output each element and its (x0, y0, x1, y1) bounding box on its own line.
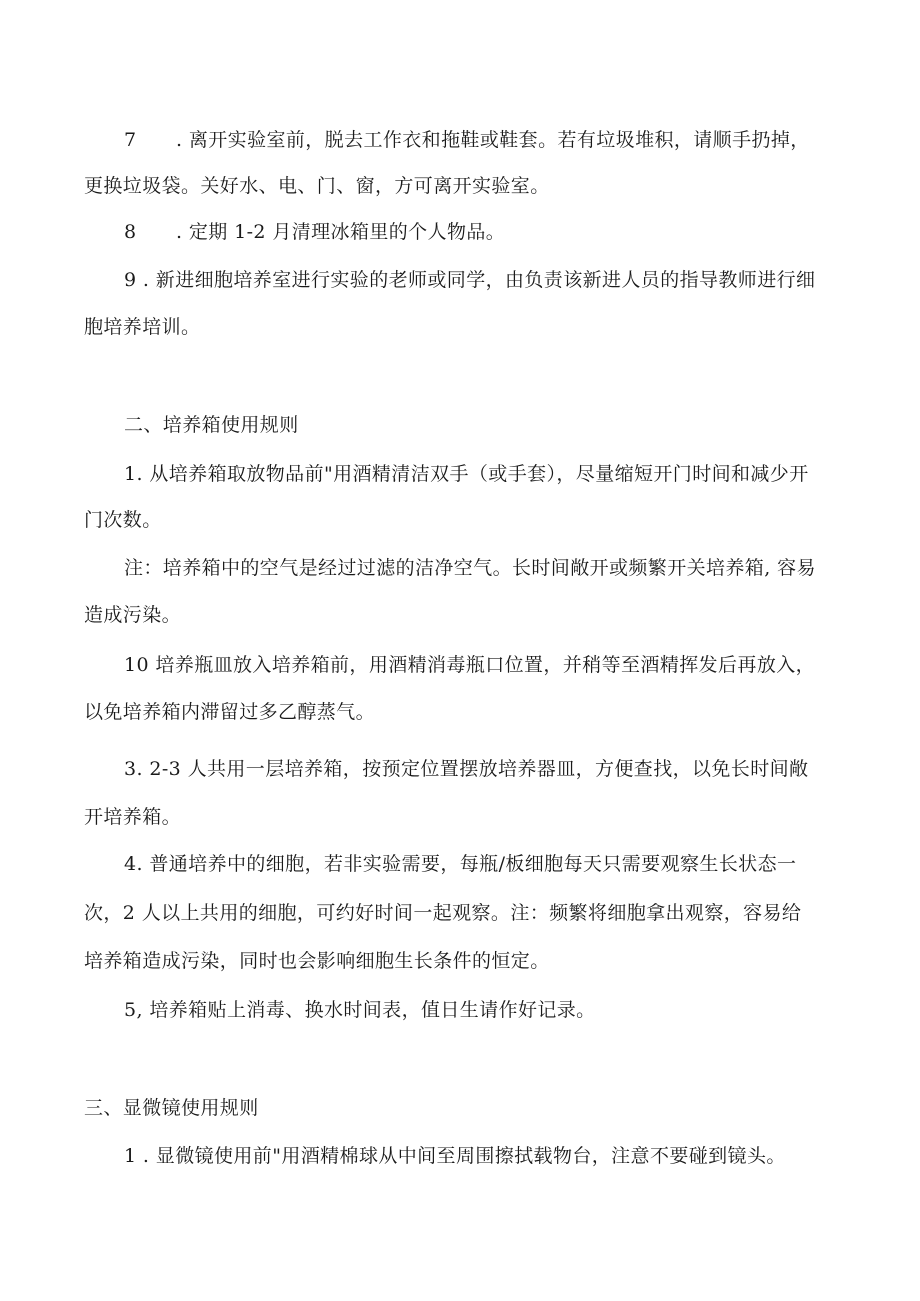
item-9-line-2: 胞培养培训。 (84, 316, 201, 338)
s2-note-line-1: 注：培养箱中的空气是经过过滤的洁净空气。长时间敞开或频繁开关培养箱, 容易 (124, 557, 816, 579)
item-7-line-2: 更换垃圾袋。关好水、电、门、窗，方可离开实验室。 (84, 175, 550, 197)
item-7-text: . 离开实验室前，脱去工作衣和拖鞋或鞋套。若有垃圾堆积，请顺手扔掉， (176, 129, 810, 151)
s2-item-1-line-2: 门次数。 (84, 509, 162, 531)
s2-item-4-line-3: 培养箱造成污染，同时也会影响细胞生长条件的恒定。 (84, 950, 550, 972)
item-8 (124, 220, 505, 244)
section-3-heading: 三、显微镜使用规则 (84, 1097, 259, 1119)
s2-item-10-line-1: 10 培养瓶皿放入培养箱前，用酒精消毒瓶口位置，并稍等至酒精挥发后再放入， (124, 654, 816, 676)
s2-item-10-line-2: 以免培养箱内滞留过多乙醇蒸气。 (84, 701, 376, 723)
s2-item-3-line-2: 开培养箱。 (84, 806, 182, 828)
s2-item-4-line-1: 4. 普通培养中的细胞，若非实验需要，每瓶/板细胞每天只需要观察生长状态一 (124, 853, 797, 875)
s2-item-3-line-1: 3. 2-3 人共用一层培养箱，按预定位置摆放培养器皿，方便查找，以免长时间敞 (124, 758, 809, 780)
item-8-text: . 定期 1-2 月清理冰箱里的个人物品。 (176, 221, 506, 243)
item-9-line-1: 9 . 新进细胞培养室进行实验的老师或同学，由负责该新进人员的指导教师进行细 (124, 269, 816, 291)
s3-item-1: 1 . 显微镜使用前"用酒精棉球从中间至周围擦拭载物台，注意不要碰到镜头。 (124, 1145, 786, 1167)
s2-note-line-2: 造成污染。 (84, 604, 182, 626)
section-2-heading: 二、培养箱使用规则 (124, 414, 299, 436)
s2-item-4-line-2: 次，2 人以上共用的细胞，可约好时间一起观察。注：频繁将细胞拿出观察，容易给 (84, 902, 802, 924)
item-7-number: 7 (124, 129, 137, 151)
s2-item-5: 5, 培养箱贴上消毒、换水时间表，值日生请作好记录。 (124, 999, 596, 1021)
s2-item-1-line-1: 1. 从培养箱取放物品前"用酒精清洁双手（或手套），尽量缩短开门时间和减少开 (124, 463, 809, 485)
item-7-line-1 (124, 128, 810, 152)
item-8-number: 8 (124, 221, 137, 243)
